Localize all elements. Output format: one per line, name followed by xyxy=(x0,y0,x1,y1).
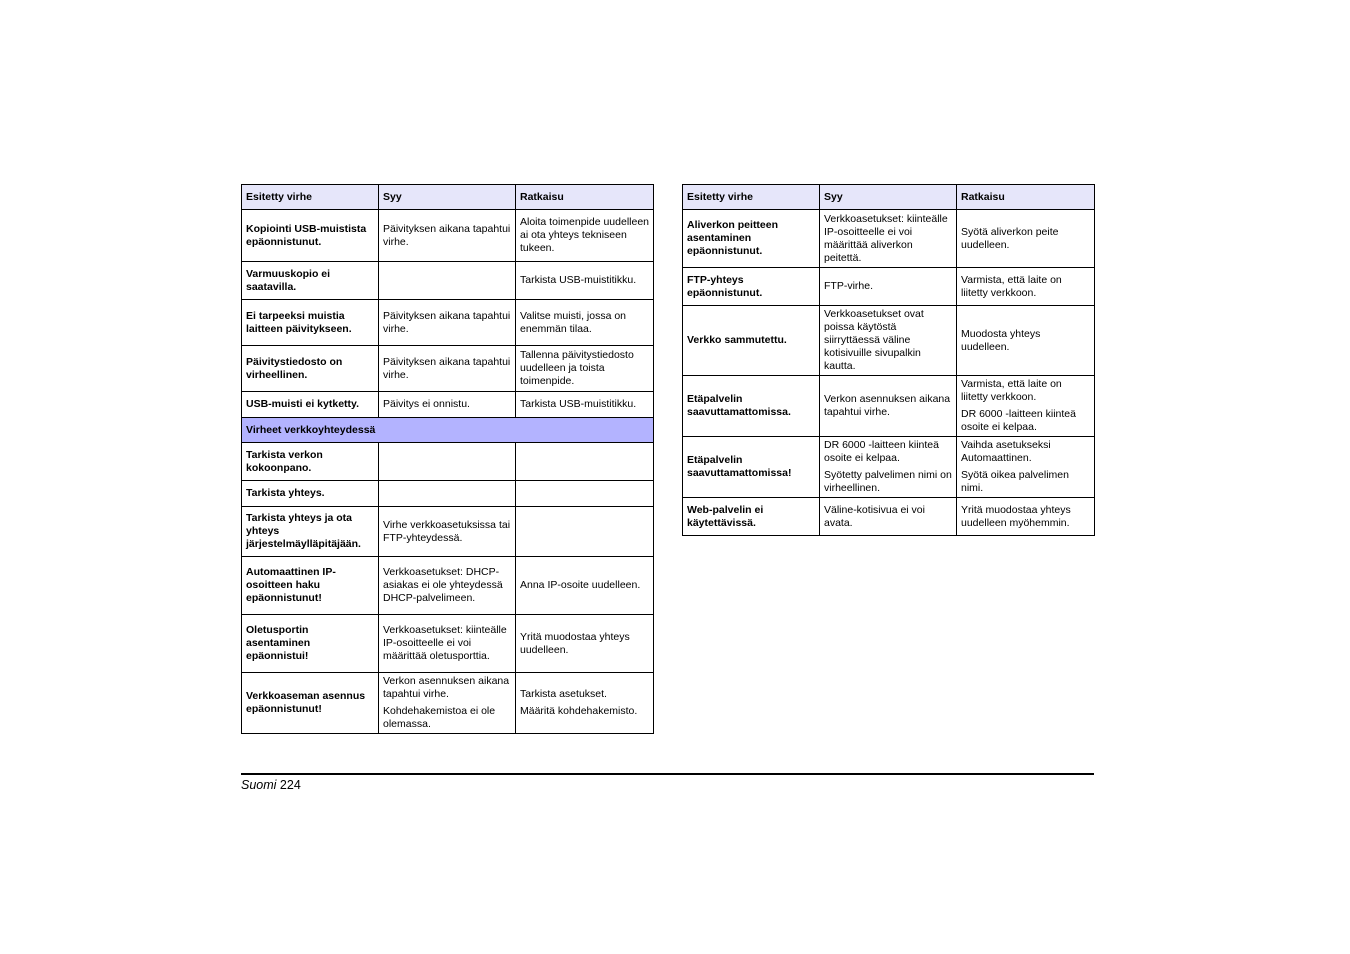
cause-text: Verkkoasetukset: kiinteälle IP-osoitteelle ei voi määrittää aliverkon peitettä. xyxy=(824,212,948,264)
header-cause: Syy xyxy=(820,185,957,210)
footer-language: Suomi xyxy=(241,778,277,792)
solution-text: DR 6000 -laitteen kiinteä osoite ei kelpaa. xyxy=(961,408,1076,433)
cause-cell xyxy=(379,346,516,392)
solution-cell xyxy=(957,306,1095,376)
cause-text: Päivitys ei onnistu. xyxy=(383,398,470,410)
cause-text: Verkon asennuksen aikana tapahtui virhe. xyxy=(383,675,510,700)
cause-cell xyxy=(379,507,516,557)
cause-text: Päivityksen aikana tapahtui virhe. xyxy=(383,222,511,248)
solution-text: Varmista, että laite on liitetty verkkoon. xyxy=(961,273,1062,299)
error-cell: Automaattinen IP-osoitteen haku epäonnistunut! xyxy=(242,557,379,615)
cause-text: FTP-virhe. xyxy=(824,280,874,292)
error-cell: Aliverkon peitteen asentaminen epäonnistunut. xyxy=(683,210,820,268)
table-row xyxy=(683,306,1095,376)
error-cell: Tarkista yhteys. xyxy=(242,481,379,507)
table-row xyxy=(683,376,1095,437)
solution-cell xyxy=(516,615,654,673)
cause-cell xyxy=(820,437,957,498)
solution-cell xyxy=(957,437,1095,498)
solution-cell xyxy=(957,498,1095,536)
table-row xyxy=(683,498,1095,536)
right-error-table xyxy=(682,184,1095,536)
error-cell: Etäpalvelin saavuttamattomissa. xyxy=(683,376,820,437)
table-row xyxy=(242,673,654,734)
left-section xyxy=(242,418,654,443)
cause-cell xyxy=(820,268,957,306)
cause-text: DR 6000 -laitteen kiinteä osoite ei kelpaa. xyxy=(824,439,939,464)
cause-text: Verkkoasetukset: kiinteälle IP-osoitteelle ei voi määrittää oletusporttia. xyxy=(383,624,507,662)
solution-text: Syötä aliverkon peite uudelleen. xyxy=(961,225,1059,251)
solution-text: Aloita toimenpide uudelleen ai ota yhteys tekniseen tukeen. xyxy=(520,216,650,254)
error-cell: Verkko sammutettu. xyxy=(683,306,820,376)
error-cell: Tarkista verkon kokoonpano. xyxy=(242,443,379,481)
cause-text: Virhe verkkoasetuksissa tai FTP-yhteydessä. xyxy=(383,518,511,544)
table-row xyxy=(242,481,654,507)
page-footer xyxy=(241,778,301,792)
error-cell: Tarkista yhteys ja ota yhteys järjestelmäylläpitäjään. xyxy=(242,507,379,557)
cause-text: Kohdehakemistoa ei ole olemassa. xyxy=(383,705,496,730)
section-title: Virheet verkkoyhteydessä xyxy=(242,418,654,443)
solution-text: Tarkista asetukset. xyxy=(520,688,607,700)
table-row xyxy=(683,268,1095,306)
cause-cell xyxy=(379,673,516,734)
cause-cell xyxy=(820,376,957,437)
table-row xyxy=(683,210,1095,268)
error-cell: USB-muisti ei kytketty. xyxy=(242,392,379,418)
solution-cell xyxy=(516,300,654,346)
solution-cell xyxy=(516,443,654,481)
right-rows xyxy=(683,210,1095,536)
solution-cell xyxy=(516,346,654,392)
header-error: Esitetty virhe xyxy=(242,185,379,210)
table-row xyxy=(242,392,654,418)
error-cell: Varmuuskopio ei saatavilla. xyxy=(242,262,379,300)
cause-text: Väline-kotisivua ei voi avata. xyxy=(824,503,925,529)
cause-text: Verkkoasetukset ovat poissa käytöstä siirryttäessä väline kotisivuille sivupalkin kautta. xyxy=(824,308,924,372)
cause-cell xyxy=(379,615,516,673)
solution-cell xyxy=(957,268,1095,306)
error-cell: FTP-yhteys epäonnistunut. xyxy=(683,268,820,306)
solution-cell xyxy=(516,673,654,734)
solution-text: Valitse muisti, jossa on enemmän tilaa. xyxy=(520,309,627,335)
solution-cell xyxy=(516,557,654,615)
solution-cell xyxy=(516,392,654,418)
cause-cell xyxy=(820,498,957,536)
table-header-row xyxy=(683,185,1095,210)
cause-cell xyxy=(820,210,957,268)
header-solution: Ratkaisu xyxy=(516,185,654,210)
cause-text: Päivityksen aikana tapahtui virhe. xyxy=(383,355,511,381)
error-cell: Kopiointi USB-muistista epäonnistunut. xyxy=(242,210,379,262)
cause-text: Verkkoasetukset: DHCP-asiakas ei ole yhteydessä DHCP-palvelimeen. xyxy=(383,566,503,604)
left-rows-network xyxy=(242,443,654,734)
solution-text: Yritä muodostaa yhteys uudelleen myöhemmin. xyxy=(961,503,1071,529)
table-row xyxy=(683,437,1095,498)
header-cause: Syy xyxy=(379,185,516,210)
solution-text: Tallenna päivitystiedosto uudelleen ja toista toimenpide. xyxy=(520,349,634,387)
solution-cell xyxy=(516,481,654,507)
table-row xyxy=(242,615,654,673)
cause-text: Verkon asennuksen aikana tapahtui virhe. xyxy=(824,393,951,418)
section-row xyxy=(242,418,654,443)
cause-cell xyxy=(379,481,516,507)
solution-text: Määritä kohdehakemisto. xyxy=(520,705,638,717)
solution-cell xyxy=(516,210,654,262)
footer-rule xyxy=(241,773,1094,775)
solution-cell xyxy=(516,507,654,557)
header-solution: Ratkaisu xyxy=(957,185,1095,210)
error-cell: Web-palvelin ei käytettävissä. xyxy=(683,498,820,536)
solution-cell xyxy=(957,376,1095,437)
table-row xyxy=(242,210,654,262)
cause-cell xyxy=(379,443,516,481)
error-cell: Päivitystiedosto on virheellinen. xyxy=(242,346,379,392)
solution-text: Vaihda asetukseksi Automaattinen. xyxy=(961,439,1051,464)
solution-cell xyxy=(957,210,1095,268)
cause-cell xyxy=(379,210,516,262)
table-header-row xyxy=(242,185,654,210)
cause-cell xyxy=(379,262,516,300)
cause-cell xyxy=(379,392,516,418)
table-row xyxy=(242,346,654,392)
solution-text: Muodosta yhteys uudelleen. xyxy=(961,327,1041,353)
table-row xyxy=(242,300,654,346)
solution-cell xyxy=(516,262,654,300)
error-cell: Etäpalvelin saavuttamattomissa! xyxy=(683,437,820,498)
cause-text: Syötetty palvelimen nimi on virheellinen. xyxy=(824,469,952,494)
error-cell: Oletusportin asentaminen epäonnistui! xyxy=(242,615,379,673)
solution-text: Anna IP-osoite uudelleen. xyxy=(520,579,641,591)
header-error: Esitetty virhe xyxy=(683,185,820,210)
table-row xyxy=(242,507,654,557)
left-error-table xyxy=(241,184,654,734)
solution-text: Varmista, että laite on liitetty verkkoon. xyxy=(961,378,1062,403)
solution-text: Tarkista USB-muistitikku. xyxy=(520,274,637,286)
table-row xyxy=(242,262,654,300)
table-row xyxy=(242,557,654,615)
error-cell: Ei tarpeeksi muistia laitteen päivitykseen. xyxy=(242,300,379,346)
left-rows-usb xyxy=(242,210,654,418)
cause-cell xyxy=(379,557,516,615)
solution-text: Yritä muodostaa yhteys uudelleen. xyxy=(520,630,630,656)
table-row xyxy=(242,443,654,481)
cause-text: Päivityksen aikana tapahtui virhe. xyxy=(383,309,511,335)
solution-text: Tarkista USB-muistitikku. xyxy=(520,398,637,410)
cause-cell xyxy=(379,300,516,346)
solution-text: Syötä oikea palvelimen nimi. xyxy=(961,469,1069,494)
error-cell: Verkkoaseman asennus epäonnistunut! xyxy=(242,673,379,734)
footer-page-number: 224 xyxy=(279,778,301,792)
cause-cell xyxy=(820,306,957,376)
